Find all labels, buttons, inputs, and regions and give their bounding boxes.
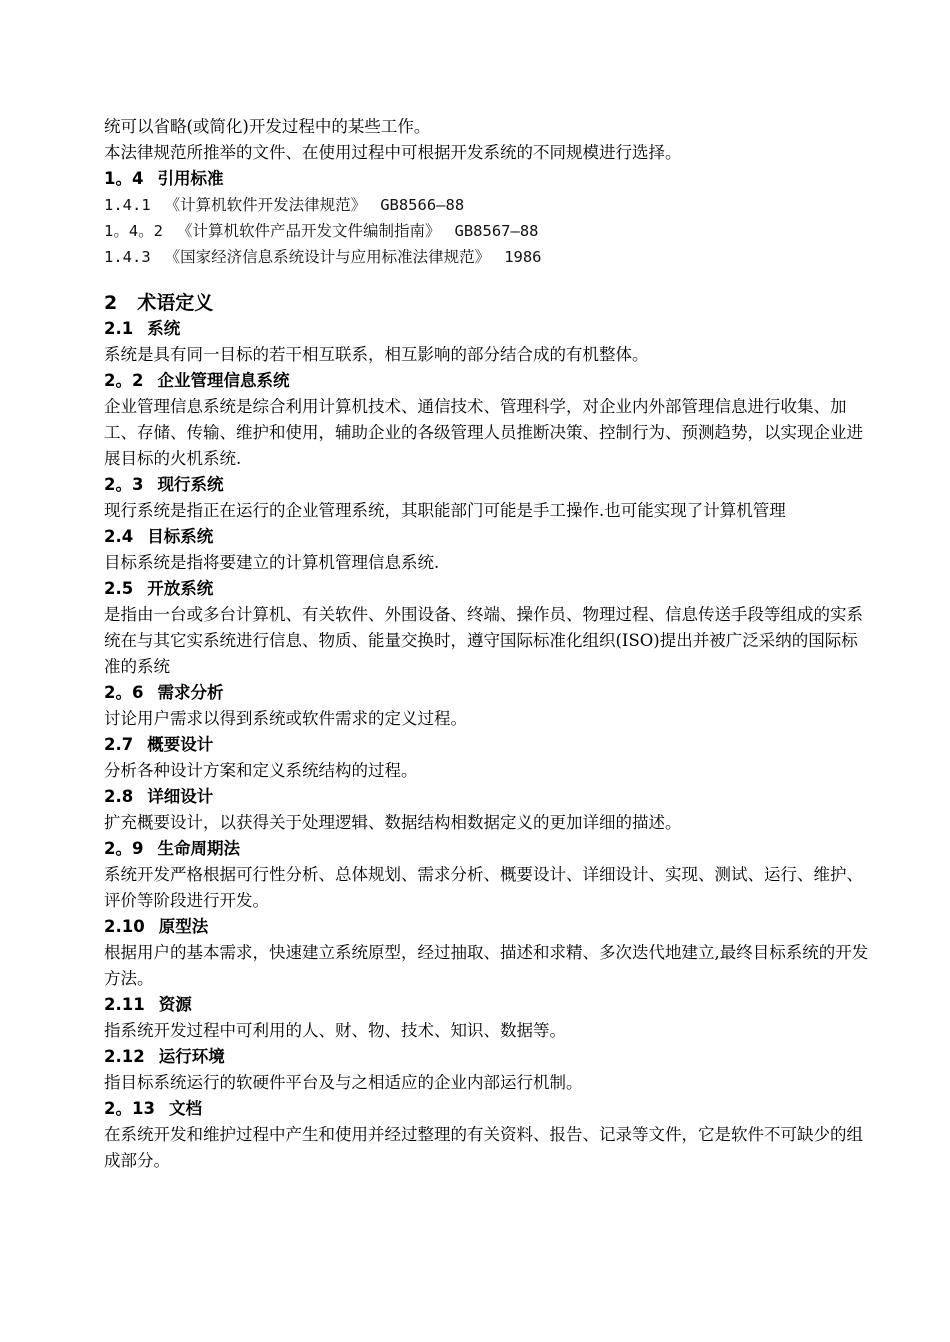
term-title: 资源 bbox=[158, 995, 192, 1014]
document-page bbox=[104, 114, 874, 1174]
section-heading-1-4 bbox=[104, 166, 874, 192]
term-body: 系统是具有同一目标的若干相互联系，相互影响的部分结合成的有机整体。 bbox=[104, 345, 649, 364]
term-title: 系统 bbox=[147, 319, 181, 338]
term-body: 讨论用户需求以得到系统或软件需求的定义过程。 bbox=[104, 709, 467, 728]
reference-code: GB8567—88 bbox=[454, 222, 539, 240]
term-number: 2。2 bbox=[104, 371, 144, 390]
chapter-heading bbox=[104, 290, 874, 316]
term-heading bbox=[104, 472, 874, 498]
term-heading bbox=[104, 784, 874, 810]
term-title: 原型法 bbox=[158, 917, 209, 936]
reference-number: 1。4。2 bbox=[104, 222, 163, 240]
reference-item bbox=[104, 218, 874, 244]
term-number: 2。13 bbox=[104, 1099, 155, 1118]
term-heading bbox=[104, 368, 874, 394]
term-number: 2.11 bbox=[104, 995, 145, 1014]
term-number: 2。3 bbox=[104, 475, 144, 494]
section-number: 1。4 bbox=[104, 169, 144, 188]
chapter-number: 2 bbox=[104, 292, 118, 314]
chapter-title: 术语定义 bbox=[137, 292, 214, 314]
reference-item bbox=[104, 192, 874, 218]
term-number: 2.10 bbox=[104, 917, 145, 936]
term-heading bbox=[104, 914, 874, 940]
term-number: 2.8 bbox=[104, 787, 134, 806]
term-title: 需求分析 bbox=[157, 683, 224, 702]
term-title: 详细设计 bbox=[147, 787, 214, 806]
term-heading bbox=[104, 836, 874, 862]
term-title: 开放系统 bbox=[147, 579, 214, 598]
term-body: 系统开发严格根据可行性分析、总体规划、需求分析、概要设计、详细设计、实现、测试、运行、维护、评价等阶段进行开发。 bbox=[104, 865, 863, 910]
reference-code: 1986 bbox=[504, 248, 542, 266]
reference-title: 《计算机软件开发法律规范》 bbox=[164, 196, 367, 214]
reference-title: 《计算机软件产品开发文件编制指南》 bbox=[177, 222, 441, 240]
term-body: 指目标系统运行的软硬件平台及与之相适应的企业内部运行机制。 bbox=[104, 1073, 583, 1092]
term-heading bbox=[104, 1044, 874, 1070]
reference-item bbox=[104, 244, 874, 270]
term-title: 运行环境 bbox=[158, 1047, 225, 1066]
term-number: 2.4 bbox=[104, 527, 134, 546]
term-body: 目标系统是指将要建立的计算机管理信息系统. bbox=[104, 553, 440, 572]
term-heading bbox=[104, 576, 874, 602]
term-title: 企业管理信息系统 bbox=[157, 371, 290, 390]
term-number: 2.5 bbox=[104, 579, 134, 598]
term-title: 概要设计 bbox=[147, 735, 214, 754]
term-heading bbox=[104, 1096, 874, 1122]
term-heading bbox=[104, 524, 874, 550]
term-number: 2.7 bbox=[104, 735, 134, 754]
term-title: 生命周期法 bbox=[157, 839, 240, 858]
reference-code: GB8566—88 bbox=[380, 196, 465, 214]
term-body: 根据用户的基本需求，快速建立系统原型，经过抽取、描述和求精、多次迭代地建立,最终目标系统的开发方法。 bbox=[104, 943, 869, 988]
term-title: 现行系统 bbox=[157, 475, 224, 494]
term-body: 指系统开发过程中可利用的人、财、物、技术、知识、数据等。 bbox=[104, 1021, 566, 1040]
term-heading bbox=[104, 992, 874, 1018]
term-body: 在系统开发和维护过程中产生和使用并经过整理的有关资料、报告、记录等文件，它是软件不可缺少的组成部分。 bbox=[104, 1125, 863, 1170]
term-heading bbox=[104, 732, 874, 758]
intro-line-2: 本法律规范所推举的文件、在使用过程中可根据开发系统的不同规模进行选择。 bbox=[104, 143, 682, 162]
term-number: 2。9 bbox=[104, 839, 144, 858]
term-number: 2。6 bbox=[104, 683, 144, 702]
reference-number: 1.4.3 bbox=[104, 248, 151, 266]
term-number: 2.12 bbox=[104, 1047, 145, 1066]
term-title: 文档 bbox=[168, 1099, 202, 1118]
term-body: 是指由一台或多台计算机、有关软件、外围设备、终端、操作员、物理过程、信息传送手段等组成的实系统在与其它实系统进行信息、物质、能量交换时，遵守国际标准化组织(ISO)提出并被广泛采纳的国际标准的系统 bbox=[104, 605, 863, 676]
term-heading bbox=[104, 316, 874, 342]
term-body: 企业管理信息系统是综合利用计算机技术、通信技术、管理科学，对企业内外部管理信息进行收集、加工、存储、传输、维护和使用，辅助企业的各级管理人员推断决策、控制行为、预测趋势，以实现企业进展目标的火机系统. bbox=[104, 397, 863, 468]
term-heading bbox=[104, 680, 874, 706]
term-body: 现行系统是指正在运行的企业管理系统，其职能部门可能是手工操作.也可能实现了计算机管理 bbox=[104, 501, 786, 520]
section-title: 引用标准 bbox=[157, 169, 224, 188]
term-body: 扩充概要设计，以获得关于处理逻辑、数据结构相数据定义的更加详细的描述。 bbox=[104, 813, 682, 832]
term-body: 分析各种设计方案和定义系统结构的过程。 bbox=[104, 761, 418, 780]
term-number: 2.1 bbox=[104, 319, 134, 338]
reference-number: 1.4.1 bbox=[104, 196, 151, 214]
reference-title: 《国家经济信息系统设计与应用标准法律规范》 bbox=[164, 248, 491, 266]
term-title: 目标系统 bbox=[147, 527, 214, 546]
intro-line-1: 统可以省略(或简化)开发过程中的某些工作。 bbox=[104, 117, 431, 136]
